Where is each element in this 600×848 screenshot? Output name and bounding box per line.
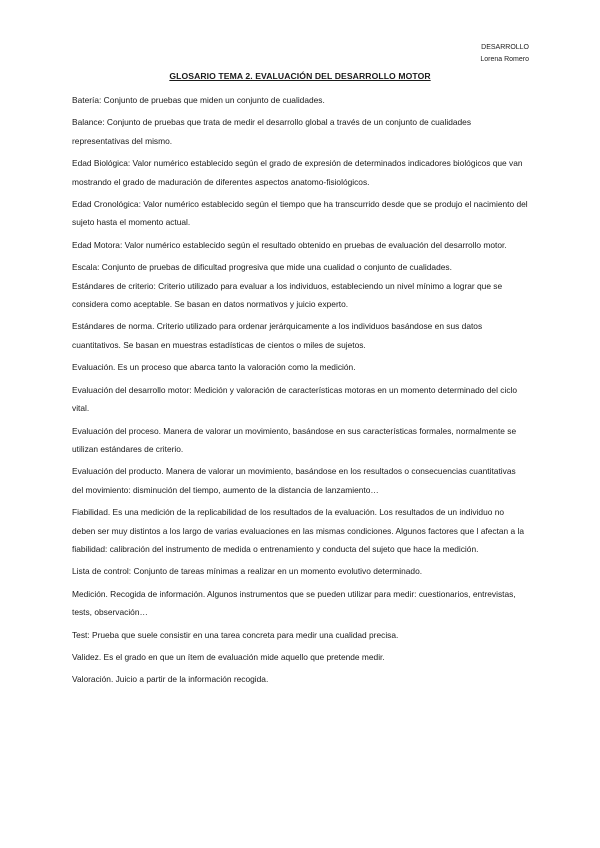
glossary-entry: Batería: Conjunto de pruebas que miden un conjunto de cualidades. (72, 95, 325, 105)
glossary-entry: Edad Motora: Valor numérico establecido según el resultado obtenido en pruebas de evaluación del desarrollo motor. (72, 239, 507, 250)
glossary-entry: Edad Biológica: Valor numérico establecido según el grado de expresión de determinados indicadores biológicos que van mostrando el grado de maduración de diferentes aspectos anatomo-fisiológicos. (72, 158, 523, 187)
header-author: Lorena Romero (480, 56, 529, 63)
glossary-entry: Evaluación del desarrollo motor: Medición y valoración de características motoras en un momento determinado del ciclo vital. (72, 384, 518, 414)
glossary-entry: Evaluación del producto. Manera de valorar un movimiento, basándose en los resultados o consecuencias cuantitativas del movimiento: disminución del tiempo, aumento de la distancia de lanzamiento… (72, 466, 516, 495)
page-header (480, 42, 529, 66)
glossary-entry: Lista de control: Conjunto de tareas mínimas a realizar en un momento evolutivo determinado. (72, 566, 423, 577)
document-title: GLOSARIO TEMA 2. EVALUACIÓN DEL DESARROLLO MOTOR (169, 71, 431, 81)
glossary-entry: Fiabilidad. Es una medición de la replicabilidad de los resultados de la evaluación. Los resultados de un individuo no deben ser muy distintos a los largo de varias evaluaciones en las mismas condiciones. Algunos factores que l afectan a la fiabilidad: calibración del instrumento de medida o entrenamiento y conducta del sujeto que hace la medición. (72, 507, 525, 554)
glossary-entry: Evaluación del proceso. Manera de valorar un movimiento, basándose en sus características formales, normalmente se utilizan estándares de criterio. (72, 425, 517, 454)
glossary-entry: Escala: Conjunto de pruebas de dificultad progresiva que mide una cualidad o conjunto de cualidades. (72, 262, 452, 273)
glossary-entry: Edad Cronológica: Valor numérico establecido según el tiempo que ha transcurrido desde que se produjo el nacimiento del sujeto hasta el momento actual. (72, 199, 528, 228)
glossary-entry: Test: Prueba que suele consistir en una tarea concreta para medir una cualidad precisa. (72, 629, 399, 640)
glossary-entry: Validez. Es el grado en que un ítem de evaluación mide aquello que pretende medir. (72, 651, 385, 662)
glossary-entry: Estándares de criterio: Criterio utilizado para evaluar a los individuos, estableciendo un nivel mínimo a lograr que se considera como aceptable. Se basan en datos normativos y juicio experto. (72, 280, 503, 310)
glossary-entry: Balance: Conjunto de pruebas que trata de medir el desarrollo global a través de un conjunto de cualidades representativas del mismo. (72, 117, 472, 146)
glossary-entry: Valoración. Juicio a partir de la información recogida. (72, 674, 269, 685)
glossary-body (72, 91, 528, 693)
glossary-entry: Estándares de norma. Criterio utilizado para ordenar jerárquicamente a los individuos basándose en sus datos cuantitativos. Se basan en muestras estadísticas de cientos o miles de sujetos. (72, 321, 483, 350)
header-subject: DESARROLLO (481, 44, 529, 51)
glossary-entry: Medición. Recogida de información. Algunos instrumentos que se pueden utilizar para medir: cuestionarios, entrevistas, tests, observación… (72, 588, 516, 618)
glossary-entry: Evaluación. Es un proceso que abarca tanto la valoración como la medición. (72, 362, 356, 373)
